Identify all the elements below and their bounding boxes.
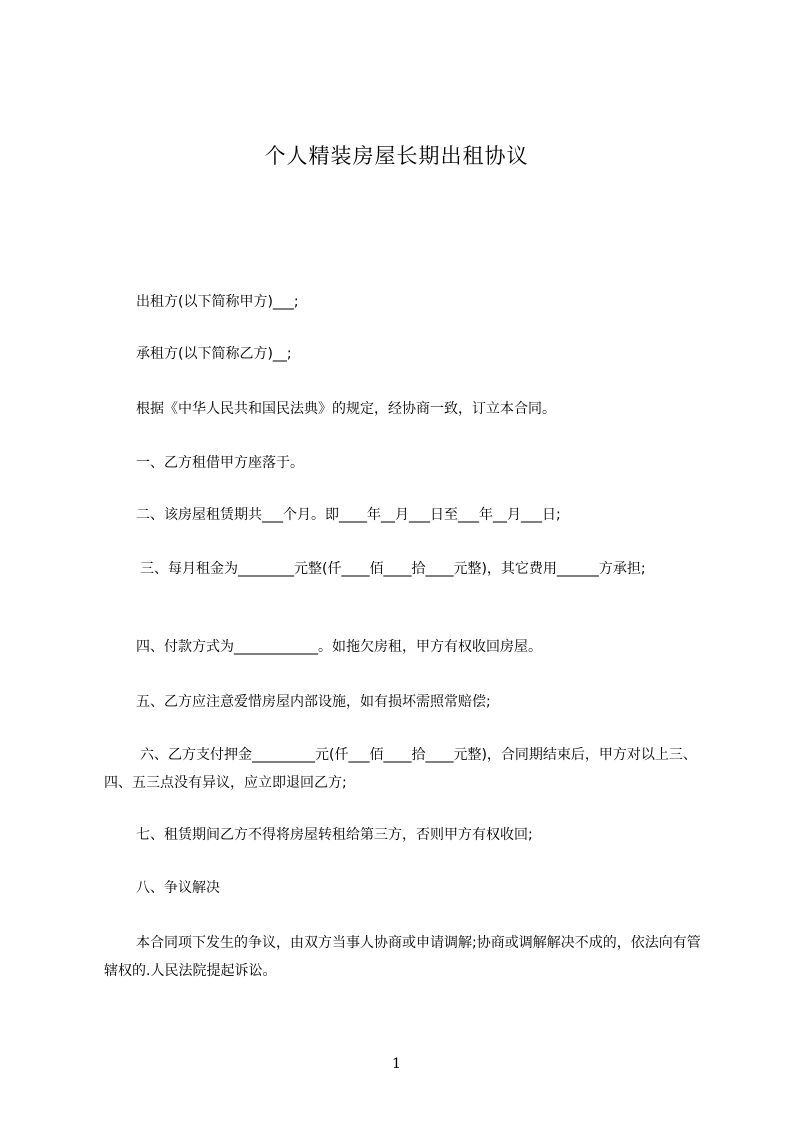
clause-5-facilities: 五、乙方应注意爱惜房屋内部设施，如有损坏需照常赔偿; bbox=[136, 694, 491, 710]
page-number: 1 bbox=[392, 1056, 401, 1072]
clause-3-rent: 三、每月租金为________元整(仟____佰____拾____元整)，其它费用______方承担; bbox=[140, 561, 646, 577]
clause-8-dispute-heading: 八、争议解决 bbox=[136, 880, 220, 896]
paragraph-lessor: 出租方(以下简称甲方)___; bbox=[136, 294, 299, 310]
clause-4-payment: 四、付款方式为____________。如拖欠房租，甲方有权收回房屋。 bbox=[136, 639, 542, 655]
clause-7-sublet: 七、租赁期间乙方不得将房屋转租给第三方，否则甲方有权收回; bbox=[136, 827, 533, 843]
paragraph-lessee: 承租方(以下简称乙方)__; bbox=[136, 346, 292, 362]
clause-6-deposit: 六、乙方支付押金_________元(仟___佰____拾____元整)，合同期结束后，甲方对以上三、四、五三点没有异议，应立即退回乙方; bbox=[104, 747, 697, 791]
clause-1-location: 一、乙方租借甲方座落于。 bbox=[136, 455, 304, 471]
clause-2-term: 二、该房屋租赁期共___个月。即____年__月___日至___年__月___日; bbox=[136, 507, 561, 523]
document-title: 个人精装房屋长期出租协议 bbox=[264, 144, 529, 168]
clause-8-dispute-text: 本合同项下发生的争议，由双方当事人协商或申请调解;协商或调解解决不成的，依法向有管辖权的.人民法院提起诉讼。 bbox=[104, 935, 701, 979]
paragraph-basis: 根据《中华人民共和国民法典》的规定，经协商一致，订立本合同。 bbox=[136, 401, 556, 417]
